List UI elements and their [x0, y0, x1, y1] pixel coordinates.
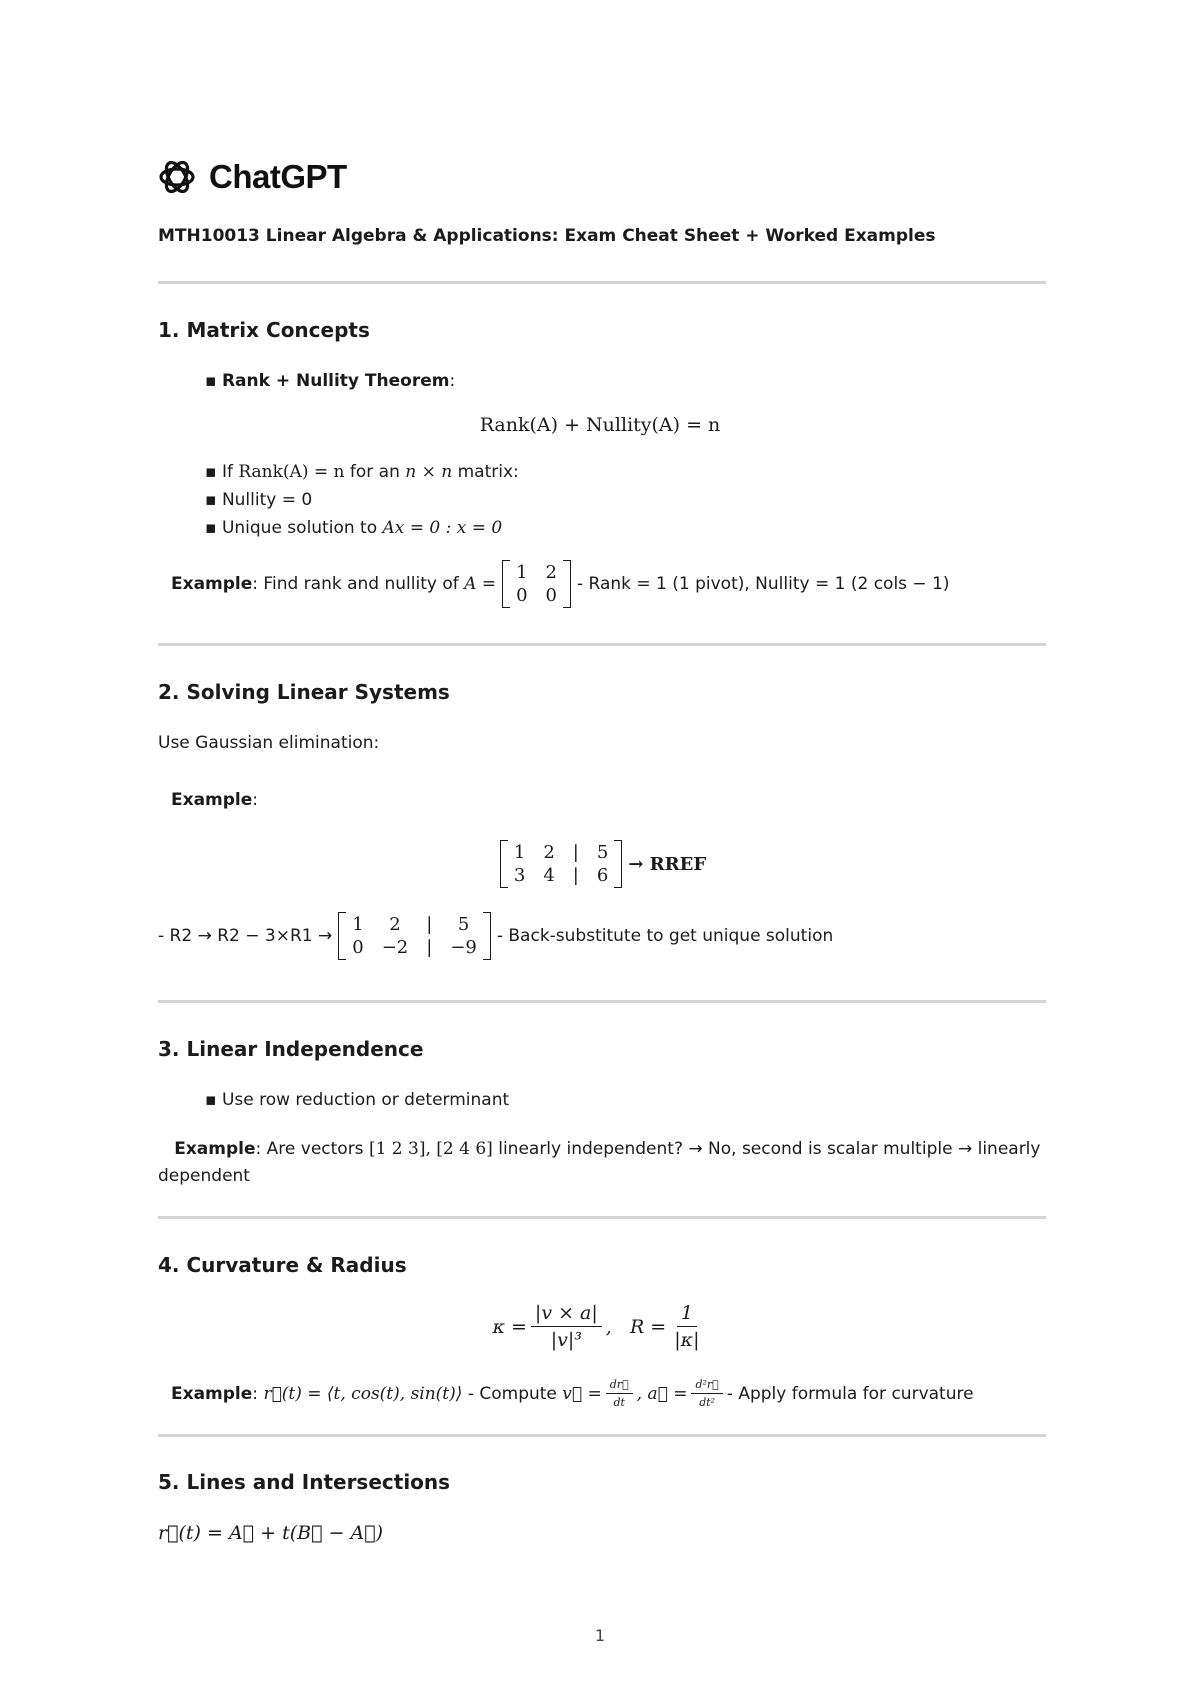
line-formula: r⃗(t) = A⃗ + t(B⃗ − A⃗) — [158, 1522, 384, 1544]
matrix-cell: 5 — [596, 842, 609, 863]
bullet-full-rank: ▪ If Rank(A) = n for an n × n matrix: — [205, 462, 519, 482]
matrix-cell: −2 — [381, 937, 409, 958]
section-1-heading: 1. Matrix Concepts — [158, 318, 370, 342]
matrix-cell: 0 — [352, 937, 364, 958]
matrix-cell: | — [572, 842, 579, 863]
example-label-line: Example : — [171, 790, 259, 810]
bullet-nullity-zero: ▪ Nullity = 0 — [205, 490, 313, 510]
section-5-heading: 5. Lines and Intersections — [158, 1470, 451, 1494]
section-3-heading: 3. Linear Independence — [158, 1037, 424, 1061]
bullet-label: Rank + Nullity Theorem — [221, 371, 450, 391]
matrix-cell: | — [572, 865, 579, 886]
example-label: Example — [171, 790, 253, 810]
row-op-step: - R2 → R2 − 3×R1 → 1 2 | 5 0 −2 | −9 - Back-substitute to get unique solution — [158, 914, 834, 958]
velocity-fraction: $\frac{dr⃗}{dt}$ — [606, 1378, 633, 1409]
augmented-matrix-rref — [0, 840, 1200, 888]
rank-nullity-formula: Rank(A) + Nullity(A) = n — [479, 414, 721, 436]
example-label: Example — [171, 574, 253, 594]
matrix-cell: | — [426, 914, 433, 935]
matrix-cell: 5 — [457, 914, 470, 935]
divider — [158, 1434, 1046, 1437]
curvature-formula: κ = $\frac{|v \times a|}{\text{|v|³}}$ , R = $\frac{1}{|\kappa|}$ — [0, 1302, 1200, 1351]
matrix-cell: | — [426, 937, 433, 958]
example-curvature: Example : r⃗(t) = ⟨t, cos(t), sin(t)⟩ - Compute v⃗ = $\frac{dr⃗}{dt}$ , a⃗ = $\frac{\text{d²r⃗}}{\text{dt²}}$ - Apply formula for curvature — [171, 1378, 974, 1409]
example-rank-nullity: Example : Find rank and nullity of A = 1 2 0 0 - Rank = 1 (1 pivot), Nullity = 1 (2 cols − 1) — [171, 562, 950, 606]
matrix-cell: −9 — [450, 937, 477, 958]
gaussian-intro: Use Gaussian elimination: — [158, 733, 380, 753]
divider — [158, 281, 1046, 284]
matrix-cell: 0 — [545, 585, 557, 606]
math-vectors: [1 2 3], [2 4 6] — [368, 1139, 493, 1159]
matrix-cell: 3 — [513, 865, 526, 886]
bullet-unique-solution: ▪ Unique solution to Ax = 0 : x = 0 — [205, 518, 503, 538]
divider — [158, 1216, 1046, 1219]
divider — [158, 643, 1046, 646]
acceleration-fraction: $\frac{\text{d²r⃗}}{\text{dt²}}$ — [691, 1378, 722, 1409]
page-number: 1 — [594, 1626, 606, 1645]
bullet-row-reduction: ▪ Use row reduction or determinant — [205, 1090, 510, 1110]
openai-knot-icon — [157, 157, 197, 197]
matrix-cell: 2 — [543, 842, 555, 863]
matrix-cell: 2 — [545, 562, 557, 583]
example-label: Example — [171, 1383, 253, 1404]
section-2-heading: 2. Solving Linear Systems — [158, 680, 450, 704]
math-rank-n: Rank(A) = n — [238, 462, 345, 482]
matrix-cell: 1 — [516, 562, 528, 583]
matrix-cell: 2 — [389, 914, 401, 935]
brand-logo — [157, 157, 347, 197]
matrix-cell: 6 — [596, 865, 609, 886]
matrix-cell: 1 — [352, 914, 364, 935]
section-4-heading: 4. Curvature & Radius — [158, 1253, 407, 1277]
document-title: MTH10013 Linear Algebra & Applications: Exam Cheat Sheet + Worked Examples — [158, 226, 936, 246]
radius-fraction: $\frac{1}{|\kappa|}$ — [674, 1302, 700, 1351]
reduced-matrix — [338, 912, 491, 960]
kappa-fraction: $\frac{|v \times a|}{\text{|v|³}}$ — [531, 1302, 602, 1351]
matrix-a — [502, 560, 571, 608]
brand-name: ChatGPT — [209, 158, 347, 195]
math-r-of-t: r⃗(t) = ⟨t, cos(t), sin(t)⟩ — [263, 1383, 463, 1404]
divider — [158, 1000, 1046, 1003]
matrix-cell: 4 — [543, 865, 555, 886]
math-n-by-n: n × n — [405, 462, 453, 482]
bullet-rank-nullity: ▪ Rank + Nullity Theorem: — [205, 371, 456, 391]
math-ax-zero: Ax = 0 : x = 0 — [382, 518, 503, 538]
example-label: Example — [174, 1139, 256, 1159]
matrix-cell: 1 — [513, 842, 526, 863]
matrix-cell: 0 — [516, 585, 528, 606]
augmented-matrix — [500, 840, 622, 888]
rref-arrow: → RREF — [628, 853, 707, 875]
example-independence: Example: Are vectors [1 2 3], [2 4 6] linearly independent? → No, second is scalar multiple → linearly dependent — [158, 1139, 1041, 1186]
